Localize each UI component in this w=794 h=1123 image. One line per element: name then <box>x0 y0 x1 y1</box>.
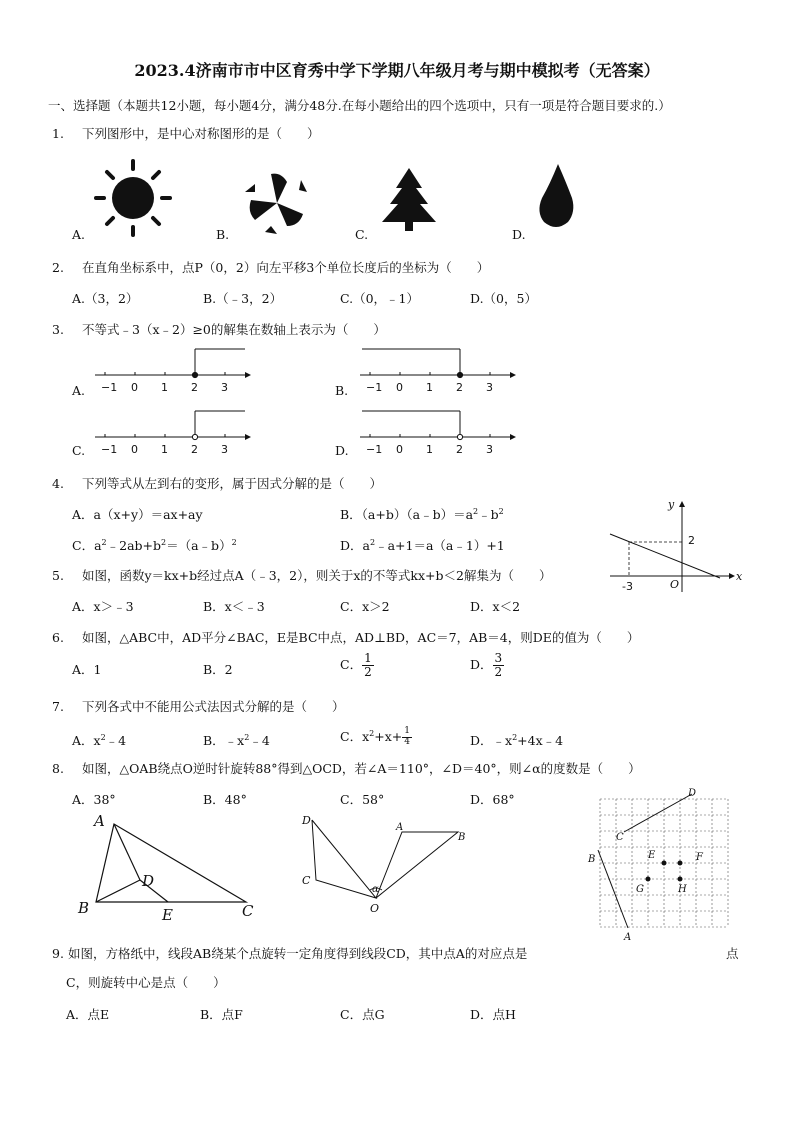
point-e-label: E <box>648 850 656 861</box>
point-g-label: G <box>636 884 644 895</box>
superscript: 2 <box>161 537 167 547</box>
tick-label: 0 <box>396 443 403 456</box>
q9-option-a[interactable]: A．点E <box>66 1007 110 1022</box>
q4-option-d[interactable] <box>340 536 505 554</box>
option-text: ﹣4 <box>249 733 270 748</box>
superscript: 2 <box>101 537 107 547</box>
question-text: 不等式﹣3（x﹣2）≥0的解集在数轴上表示为（ ） <box>82 322 386 337</box>
solution-ray <box>362 349 460 375</box>
question-text: 如图，△OAB绕点O逆时针旋转88°得到△OCD，若∠A＝110°，∠D＝40°，则∠α的度数是（ ） <box>82 761 641 776</box>
question-9 <box>52 944 527 962</box>
tick-label: 1 <box>161 381 168 394</box>
question-7 <box>52 697 345 715</box>
tick-label: 1 <box>426 381 433 394</box>
q2-option-b[interactable]: B.（﹣3，2） <box>203 291 283 306</box>
grid-rotation-figure <box>584 788 734 944</box>
solid-point <box>457 372 462 377</box>
question-number: 6. <box>52 630 64 645</box>
q8-option-c[interactable]: C．58° <box>340 792 385 807</box>
q3-option-d[interactable]: D. <box>335 443 349 458</box>
q9-option-c[interactable]: C．点G <box>340 1007 385 1022</box>
q7-option-b[interactable] <box>203 731 270 749</box>
option-text: A．x <box>72 733 101 748</box>
option-text: ＝（a﹣b） <box>166 538 232 553</box>
tick-label: 2 <box>456 443 463 456</box>
tick-label: 2 <box>456 381 463 394</box>
question-number: 4. <box>52 476 64 491</box>
tick-label: −1 <box>366 443 383 456</box>
q5-option-d[interactable]: D．x＜2 <box>470 599 521 614</box>
superscript: 2 <box>498 506 504 516</box>
superscript: 2 <box>369 728 375 738</box>
question-number: 3. <box>52 322 64 337</box>
q1-option-b[interactable]: B. <box>216 227 230 242</box>
option-label: C． <box>340 657 363 673</box>
q5-option-a[interactable]: A．x＞﹣3 <box>72 599 134 614</box>
vertex-b-label: B <box>78 899 90 917</box>
option-text: B．（a+b）（a﹣b）＝a <box>340 507 474 522</box>
numerator: 1 <box>404 726 410 737</box>
q5-option-c[interactable]: C．x＞2 <box>340 599 390 614</box>
question-4 <box>52 474 382 492</box>
question-text: 下列各式中不能用公式法因式分解的是（ ） <box>82 699 345 714</box>
q1-option-d[interactable]: D. <box>512 227 526 242</box>
question-text: 如图，△ABC中，AD平分∠BAC，E是BC中点，AD⊥BD，AC＝7，AB＝4，则DE的值为（ ） <box>82 630 640 645</box>
triangle-abc-figure <box>76 810 266 925</box>
option-text: D．a <box>340 538 370 553</box>
q6-option-c[interactable] <box>340 652 374 679</box>
question-3 <box>52 320 386 338</box>
point-c-label: C <box>302 874 311 887</box>
q9-option-b[interactable]: B．点F <box>200 1007 243 1022</box>
numerator: 3 <box>494 651 503 665</box>
tick-label: −1 <box>366 381 383 394</box>
tick-label: 3 <box>221 443 228 456</box>
q2-option-c[interactable]: C.（0，﹣1） <box>340 291 419 306</box>
question-number: 2. <box>52 260 64 275</box>
water-drop-icon <box>536 162 576 232</box>
question-text-line2: C，则旋转中心是点（ ） <box>66 975 226 990</box>
tick-label: 0 <box>131 381 138 394</box>
question-text: 在直角坐标系中，点P（0，2）向左平移3个单位长度后的坐标为（ ） <box>82 260 490 275</box>
question-2 <box>52 258 489 276</box>
point-b-label: B <box>588 854 596 865</box>
point-a-label: A <box>624 932 632 943</box>
x-axis-label: x <box>736 570 743 583</box>
section-header: 一、选择题（本题共12小题，每小题4分，满分48分.在每小题给出的四个选项中，只有一项是符合题目要求的.） <box>48 98 671 113</box>
tick-label: 1 <box>161 443 168 456</box>
q3-option-c[interactable]: C. <box>72 443 86 458</box>
point-f-label: F <box>696 852 703 863</box>
q6-option-a[interactable]: A．1 <box>72 662 102 677</box>
point-h-label: H <box>678 884 687 895</box>
q5-option-b[interactable]: B．x＜﹣3 <box>203 599 265 614</box>
tick-label: 3 <box>221 381 228 394</box>
option-text: +x+ <box>374 729 403 744</box>
question-8 <box>52 759 641 777</box>
solution-ray <box>195 349 245 375</box>
tick-label: 2 <box>191 443 198 456</box>
question-text: 如图，方格纸中，线段AB绕某个点旋转一定角度得到线段CD，其中点A的对应点是 <box>68 946 528 961</box>
option-text: C．x <box>340 729 370 744</box>
point-d-label: D <box>688 788 697 799</box>
hollow-point <box>192 434 197 439</box>
point-b-label: B <box>458 832 466 843</box>
q7-option-c[interactable] <box>340 727 412 748</box>
question-number: 7. <box>52 699 64 714</box>
superscript: 2 <box>369 537 376 547</box>
q1-option-c[interactable]: C. <box>355 227 369 242</box>
q3-option-b[interactable]: B. <box>335 383 349 398</box>
superscript: 2 <box>100 732 106 742</box>
tree-icon <box>378 166 440 232</box>
tick-label: −1 <box>101 381 118 394</box>
rotation-triangles-figure <box>298 812 478 922</box>
fraction <box>402 727 412 748</box>
solid-point <box>192 372 197 377</box>
pinwheel-icon <box>243 170 311 236</box>
denominator: 2 <box>364 665 372 680</box>
question-number: 5. <box>52 568 64 583</box>
fraction <box>493 652 505 679</box>
option-text: D．﹣x <box>470 733 513 748</box>
option-label: D． <box>470 657 493 673</box>
option-text: B．﹣x <box>203 733 245 748</box>
question-1 <box>52 124 320 142</box>
q3-option-a[interactable]: A. <box>72 383 86 398</box>
q2-option-d[interactable]: D.（0，5） <box>470 291 537 306</box>
option-text: ﹣4 <box>105 733 127 748</box>
vertex-a-label: A <box>94 812 105 830</box>
q8-option-a[interactable]: A．38° <box>72 792 116 807</box>
vertex-c-label: C <box>242 902 254 920</box>
tick-label: 3 <box>486 381 493 394</box>
q4-option-b[interactable] <box>340 505 504 523</box>
y-value-label: 2 <box>688 534 695 547</box>
option-text: ﹣2ab+b <box>106 538 162 553</box>
superscript: 2 <box>231 537 237 547</box>
tick-label: 0 <box>131 443 138 456</box>
question-text-tail: 点 <box>726 946 739 961</box>
tick-label: 3 <box>486 443 493 456</box>
q8-option-b[interactable]: B．48° <box>203 792 247 807</box>
question-5 <box>52 566 551 584</box>
question-number: 9. <box>52 946 64 961</box>
tick-label: 1 <box>426 443 433 456</box>
q7-option-a[interactable] <box>72 731 126 749</box>
question-text: 下列图形中，是中心对称图形的是（ ） <box>82 126 320 141</box>
option-text: ﹣b <box>478 507 499 522</box>
q4-option-c[interactable] <box>72 536 237 554</box>
fraction <box>362 652 374 679</box>
number-line-a <box>95 345 255 395</box>
angle-alpha-label: α <box>372 884 379 895</box>
tick-label: 2 <box>191 381 198 394</box>
question-number: 1. <box>52 126 64 141</box>
y-axis-label: y <box>668 498 675 511</box>
q8-option-d[interactable]: D．68° <box>470 792 515 807</box>
q4-option-a[interactable]: A．a（x+y）＝ax+ay <box>72 507 203 522</box>
question-number: 8. <box>52 761 64 776</box>
solution-ray <box>195 411 245 437</box>
point-a-label: A <box>396 822 404 833</box>
option-text: C．a <box>72 538 102 553</box>
numerator: 1 <box>364 651 372 665</box>
superscript: 2 <box>473 506 479 516</box>
q9-option-d[interactable]: D．点H <box>470 1007 516 1022</box>
point-c-label: C <box>616 832 624 843</box>
point-e-label: E <box>162 906 173 924</box>
point-d-label: D <box>142 872 155 890</box>
option-text: +4x﹣4 <box>517 733 564 748</box>
page-title: 2023.4济南市市中区育秀中学下学期八年级月考与期中模拟考（无答案） <box>134 61 660 80</box>
hollow-point <box>457 434 462 439</box>
number-line-b <box>360 345 520 395</box>
x-value-label: -3 <box>622 580 633 593</box>
linear-function-graph <box>602 496 752 596</box>
question-6 <box>52 628 639 646</box>
sun-icon <box>95 158 175 238</box>
solution-ray <box>362 411 460 437</box>
denominator: 2 <box>494 665 503 680</box>
q6-option-d[interactable] <box>470 652 504 679</box>
number-line-c <box>95 407 255 457</box>
point-o-label: O <box>370 902 380 915</box>
q2-option-a[interactable]: A.（3，2） <box>72 291 139 306</box>
q1-option-a[interactable]: A. <box>72 227 86 242</box>
origin-label: O <box>670 578 680 591</box>
superscript: 2 <box>244 732 250 742</box>
q6-option-b[interactable]: B．2 <box>203 662 233 677</box>
option-text: ﹣a+1＝a（a﹣1）+1 <box>375 538 505 553</box>
q7-option-d[interactable] <box>470 731 563 749</box>
tick-label: −1 <box>101 443 118 456</box>
superscript: 2 <box>512 732 518 742</box>
question-text: 如图，函数y＝kx+b经过点A（﹣3，2），则关于x的不等式kx+b＜2解集为（ ） <box>82 568 552 583</box>
question-text: 下列等式从左到右的变形，属于因式分解的是（ ） <box>82 476 383 491</box>
tick-label: 0 <box>396 381 403 394</box>
denominator: 4 <box>404 737 410 747</box>
point-d-label: D <box>302 814 311 827</box>
number-line-d <box>360 407 520 457</box>
